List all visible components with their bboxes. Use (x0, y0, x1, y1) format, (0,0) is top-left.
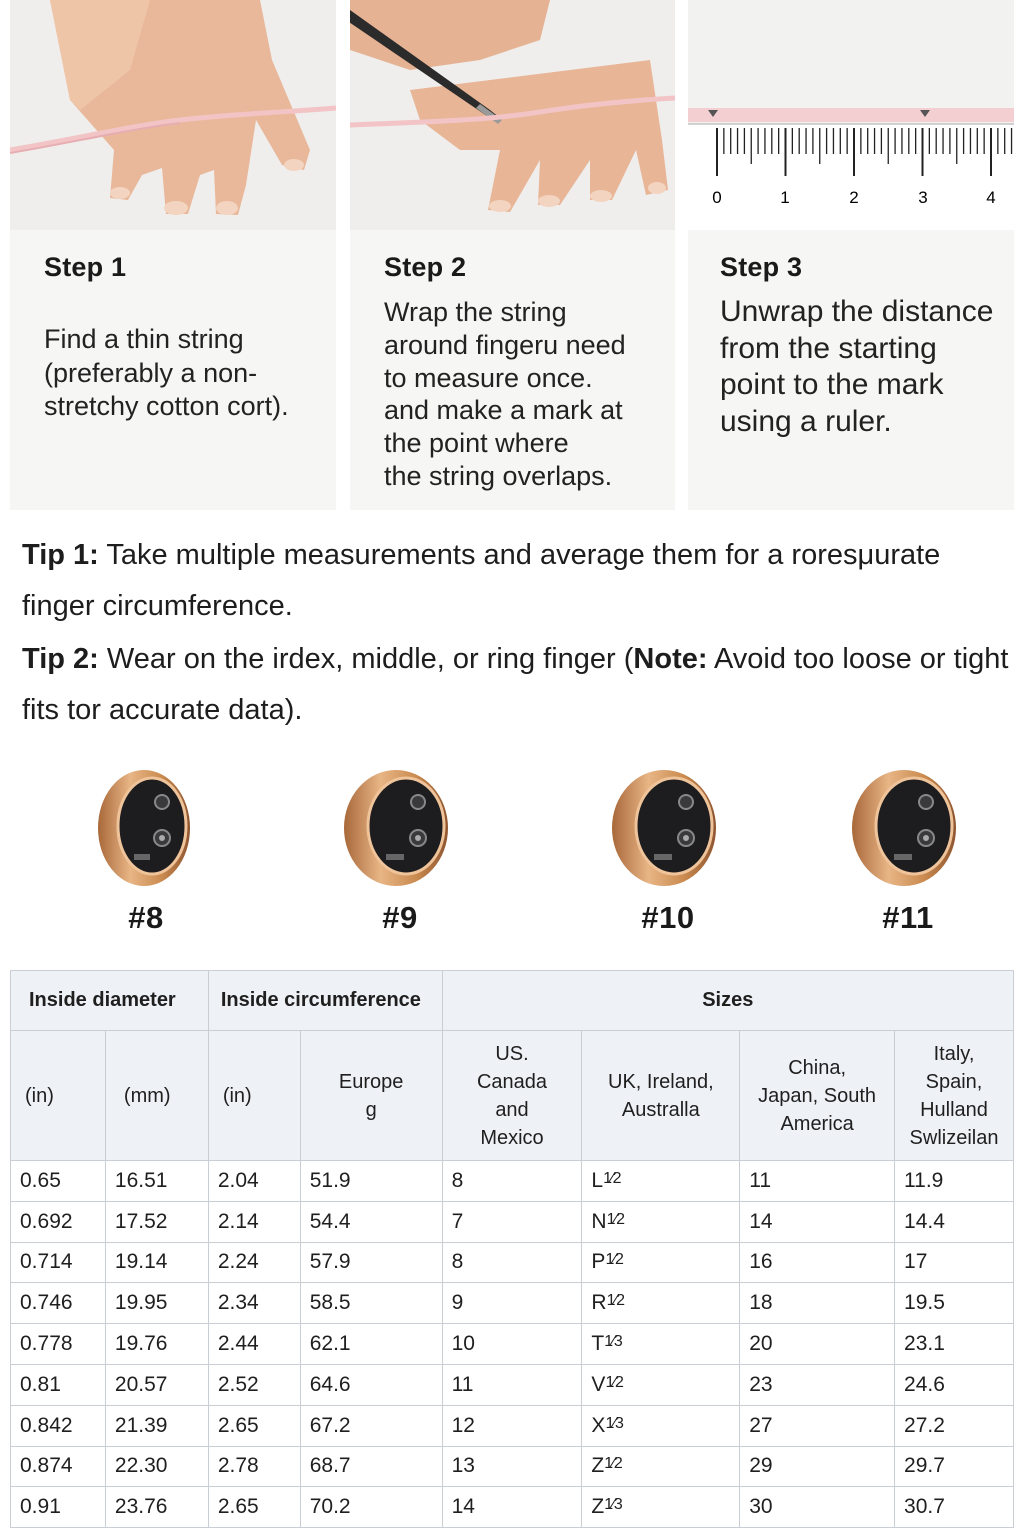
tip-1-text: Take multiple measurements and average them for a roresμurate finger circumference. (22, 539, 941, 622)
cell-europe: 67.2 (300, 1405, 442, 1446)
step-2-title: Step 2 (384, 252, 467, 282)
header-italy-spain-holland-switzerland: Italy, Spain, Hulland Swlizeilan (895, 1031, 1014, 1161)
cell-circumference-in: 2.78 (208, 1446, 300, 1487)
cell-italy: 17 (895, 1242, 1014, 1283)
tip-2-note-label: Note: (633, 643, 708, 675)
cell-italy: 11.9 (895, 1161, 1014, 1202)
step-3-title: Step 3 (720, 252, 803, 282)
cell-us: 9 (442, 1283, 582, 1324)
cell-us: 13 (442, 1446, 582, 1487)
header-inside-diameter: Inside diameter (11, 971, 209, 1031)
header-diameter-in: (in) (11, 1031, 106, 1161)
cell-circumference-in: 2.04 (208, 1161, 300, 1202)
cell-italy: 23.1 (895, 1324, 1014, 1365)
cell-china: 18 (740, 1283, 895, 1324)
cell-italy: 24.6 (895, 1364, 1014, 1405)
table-row (11, 1324, 1014, 1365)
cell-diameter-mm: 19.76 (105, 1324, 208, 1365)
header-inside-circumference: Inside circumference (208, 971, 442, 1031)
uk-size-letter: Z (591, 1454, 605, 1478)
cell-uk (582, 1283, 740, 1324)
header-uk-ireland-australia: UK, Ireland, Australla (582, 1031, 740, 1161)
cell-uk (582, 1446, 740, 1487)
cell-china: 14 (740, 1201, 895, 1242)
ruler-illustration (688, 0, 1014, 230)
cell-us: 7 (442, 1201, 582, 1242)
step-2-text: Wrap the string around fingeru need to measure once. and make a mark at the point where the string overlaps. (384, 297, 626, 491)
cell-china: 16 (740, 1242, 895, 1283)
cell-europe: 58.5 (300, 1283, 442, 1324)
header-sizes: Sizes (442, 971, 1013, 1031)
cell-us: 8 (442, 1242, 582, 1283)
step-1-photo (10, 0, 336, 230)
ring-size-label: #9 (382, 900, 418, 935)
step-2-photo (350, 0, 675, 230)
cell-diameter-in: 0.842 (11, 1405, 106, 1446)
ring-size-8 (86, 762, 206, 936)
tip-2 (22, 634, 1012, 736)
ruler-label-3: 3 (918, 188, 928, 207)
table-group-header-row (11, 971, 1014, 1031)
uk-size-letter: T (591, 1332, 605, 1356)
ring-size-11 (848, 762, 968, 936)
ruler-label-4: 4 (986, 188, 996, 207)
uk-size-fraction: 1⁄3 (604, 1496, 622, 1514)
cell-italy: 30.7 (895, 1487, 1014, 1528)
step-3-panel (688, 0, 1014, 510)
cell-diameter-mm: 20.57 (105, 1364, 208, 1405)
step-3-photo (688, 0, 1014, 230)
table-row (11, 1242, 1014, 1283)
ring-size-table (10, 970, 1014, 1528)
cell-diameter-mm: 23.76 (105, 1487, 208, 1528)
cell-us: 10 (442, 1324, 582, 1365)
uk-size-fraction: 1⁄3 (605, 1414, 623, 1432)
table-row (11, 1201, 1014, 1242)
cell-europe: 64.6 (300, 1364, 442, 1405)
header-china-japan-south-america: China, Japan, South America (740, 1031, 895, 1161)
cell-china: 11 (740, 1161, 895, 1202)
ruler-label-0: 0 (712, 188, 722, 207)
cell-china: 30 (740, 1487, 895, 1528)
tip-1-label: Tip 1: (22, 539, 99, 571)
step-1-panel (10, 0, 336, 510)
uk-size-fraction: 1⁄2 (603, 1169, 621, 1187)
uk-size-fraction: 1⁄2 (605, 1251, 623, 1269)
tip-1 (22, 530, 1012, 632)
cell-us: 12 (442, 1405, 582, 1446)
table-row (11, 1487, 1014, 1528)
cell-diameter-mm: 16.51 (105, 1161, 208, 1202)
cell-circumference-in: 2.44 (208, 1324, 300, 1365)
cell-circumference-in: 2.65 (208, 1487, 300, 1528)
step-3-text: Unwrap the distance from the starting point to the mark using a ruler. (720, 295, 994, 439)
uk-size-letter: P (591, 1250, 606, 1274)
cell-circumference-in: 2.65 (208, 1405, 300, 1446)
smart-ring-icon (94, 762, 198, 890)
ring-size-9 (340, 762, 460, 936)
cell-circumference-in: 2.14 (208, 1201, 300, 1242)
ring-size-label: #11 (882, 900, 934, 935)
cell-diameter-in: 0.778 (11, 1324, 106, 1365)
cell-europe: 70.2 (300, 1487, 442, 1528)
cell-china: 23 (740, 1364, 895, 1405)
uk-size-letter: Z (591, 1495, 605, 1519)
uk-size-fraction: 1⁄2 (605, 1373, 623, 1391)
tip-2-text-before: Wear on the irdex, middle, or ring finger ( (98, 643, 634, 675)
uk-size-letter: V (591, 1372, 606, 1396)
uk-size-fraction: 1⁄2 (606, 1292, 625, 1310)
cell-diameter-in: 0.874 (11, 1446, 106, 1487)
tip-2-text-after: Avoid too loose or tight fits tor accurate data). (22, 643, 1009, 726)
ring-size-label: #10 (641, 900, 695, 935)
header-us-canada-mexico: US. Canada and Mexico (442, 1031, 582, 1161)
cell-us: 8 (442, 1161, 582, 1202)
table-row (11, 1446, 1014, 1487)
ruler-label-1: 1 (780, 188, 790, 207)
cell-diameter-mm: 19.14 (105, 1242, 208, 1283)
smart-ring-icon (610, 762, 726, 890)
uk-size-fraction: 1⁄3 (604, 1333, 622, 1351)
table-sub-header-row (11, 1031, 1014, 1161)
cell-uk (582, 1487, 740, 1528)
smart-ring-icon (342, 762, 458, 890)
table-row (11, 1161, 1014, 1202)
uk-size-letter: N (591, 1209, 607, 1233)
cell-us: 14 (442, 1487, 582, 1528)
uk-size-fraction: 1⁄2 (606, 1210, 625, 1228)
ring-size-10 (608, 762, 728, 936)
cell-europe: 51.9 (300, 1161, 442, 1202)
table-row (11, 1283, 1014, 1324)
cell-europe: 68.7 (300, 1446, 442, 1487)
cell-italy: 14.4 (895, 1201, 1014, 1242)
step-1-text: Find a thin string (preferably a non- stretchy cotton cort). (44, 324, 289, 421)
cell-europe: 57.9 (300, 1242, 442, 1283)
cell-europe: 54.4 (300, 1201, 442, 1242)
cell-italy: 27.2 (895, 1405, 1014, 1446)
cell-diameter-mm: 21.39 (105, 1405, 208, 1446)
cell-italy: 29.7 (895, 1446, 1014, 1487)
smart-ring-icon (850, 762, 966, 890)
step-2-panel (350, 0, 675, 510)
cell-diameter-mm: 22.30 (105, 1446, 208, 1487)
cell-uk (582, 1405, 740, 1446)
ruler-label-2: 2 (849, 188, 859, 207)
cell-china: 20 (740, 1324, 895, 1365)
uk-size-fraction: 1⁄2 (604, 1455, 622, 1473)
table-row (11, 1405, 1014, 1446)
cell-uk (582, 1161, 740, 1202)
header-diameter-mm: (mm) (105, 1031, 208, 1161)
uk-size-letter: X (591, 1413, 606, 1437)
cell-europe: 62.1 (300, 1324, 442, 1365)
cell-uk (582, 1364, 740, 1405)
header-circumference-in: (in) (208, 1031, 300, 1161)
uk-size-letter: L (591, 1168, 604, 1192)
cell-diameter-in: 0.692 (11, 1201, 106, 1242)
tips-section (22, 530, 1012, 736)
cell-diameter-in: 0.746 (11, 1283, 106, 1324)
cell-uk (582, 1242, 740, 1283)
ring-size-label: #8 (128, 900, 164, 935)
uk-size-letter: R (591, 1291, 607, 1315)
cell-china: 29 (740, 1446, 895, 1487)
cell-uk (582, 1324, 740, 1365)
header-europe: Europe g (300, 1031, 442, 1161)
measurement-steps (0, 0, 1024, 512)
hand-marking-string-illustration (350, 0, 675, 230)
cell-diameter-in: 0.91 (11, 1487, 106, 1528)
cell-italy: 19.5 (895, 1283, 1014, 1324)
cell-diameter-in: 0.714 (11, 1242, 106, 1283)
cell-circumference-in: 2.24 (208, 1242, 300, 1283)
step-1-title: Step 1 (44, 252, 127, 282)
cell-diameter-mm: 19.95 (105, 1283, 208, 1324)
cell-china: 27 (740, 1405, 895, 1446)
cell-circumference-in: 2.34 (208, 1283, 300, 1324)
cell-circumference-in: 2.52 (208, 1364, 300, 1405)
cell-diameter-in: 0.81 (11, 1364, 106, 1405)
tip-2-label: Tip 2: (22, 643, 99, 675)
cell-diameter-mm: 17.52 (105, 1201, 208, 1242)
hand-with-string-illustration (10, 0, 336, 230)
cell-uk (582, 1201, 740, 1242)
cell-diameter-in: 0.65 (11, 1161, 106, 1202)
table-row (11, 1364, 1014, 1405)
cell-us: 11 (442, 1364, 582, 1405)
